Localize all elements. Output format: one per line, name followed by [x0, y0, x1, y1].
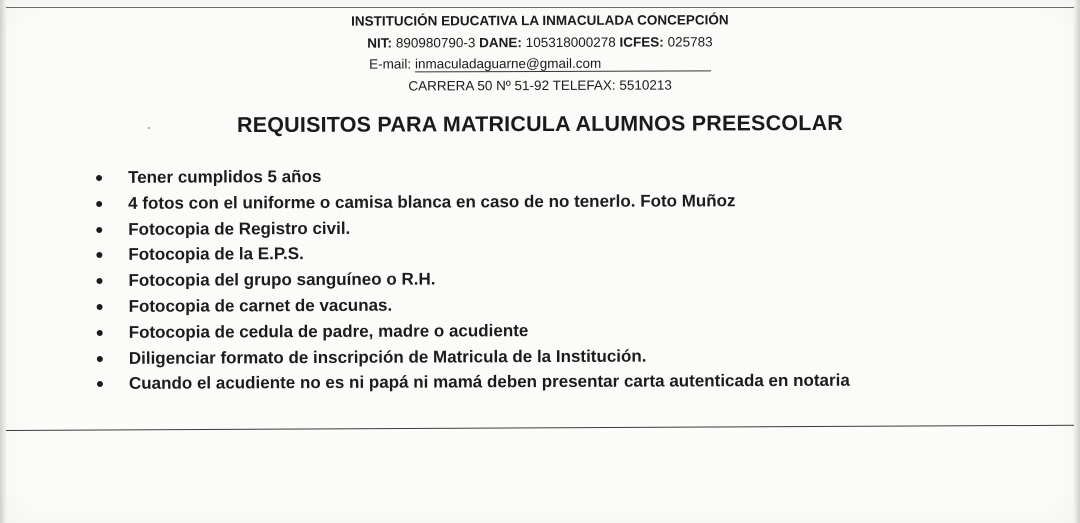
- bullet-icon: [97, 304, 103, 310]
- requirement-text: Fotocopia de carnet de vacunas.: [128, 295, 393, 316]
- bullet-icon: [97, 381, 103, 387]
- email-address: inmaculadaguarne@gmail.com: [415, 55, 711, 72]
- registration-line: [240, 30, 840, 54]
- bullet-icon: [96, 175, 102, 181]
- bullet-icon: [96, 201, 102, 207]
- icfes-value: 025783: [667, 33, 713, 50]
- bullet-icon: [96, 227, 102, 233]
- list-item: [96, 215, 996, 245]
- requirement-text: Cuando el acudiente no es ni papá ni mamá deben presentar carta autenticada en notaria: [128, 371, 850, 394]
- email-line: [240, 52, 840, 76]
- nit-value: 890980790-3: [395, 34, 476, 51]
- requirement-text: Fotocopia de cedula de padre, madre o acudiente: [128, 320, 529, 342]
- requirement-text: Diligenciar formato de inscripción de Matricula de la Institución.: [128, 346, 647, 368]
- nit-label: NIT:: [367, 35, 393, 51]
- dane-label: DANE:: [479, 34, 522, 50]
- bullet-icon: [97, 356, 103, 362]
- icfes-label: ICFES:: [619, 34, 664, 50]
- bullet-icon: [96, 278, 102, 284]
- scan-edge-right: [1074, 0, 1080, 523]
- requirement-text: Fotocopia del grupo sanguíneo o R.H.: [128, 269, 436, 291]
- list-item: [97, 318, 997, 348]
- list-item: [97, 369, 997, 399]
- letterhead: [240, 9, 840, 97]
- list-item: [97, 292, 997, 322]
- document-title: REQUISITOS PARA MATRICULA ALUMNOS PREESCOLAR: [236, 110, 844, 138]
- list-item: [97, 344, 997, 374]
- requirement-text: Tener cumplidos 5 años: [128, 167, 322, 187]
- institution-name: INSTITUCIÓN EDUCATIVA LA INMACULADA CONCEPCIÓN: [351, 12, 729, 29]
- bullet-icon: [97, 330, 103, 336]
- top-rule: [6, 7, 1074, 8]
- bullet-icon: [96, 252, 102, 258]
- list-item: [96, 240, 996, 270]
- list-item: [96, 189, 996, 219]
- requirement-text: 4 fotos con el uniforme o camisa blanca en caso de no tenerlo. Foto Muñoz: [128, 191, 736, 213]
- requirements-list: [96, 163, 997, 399]
- address-line: CARRERA 50 Nº 51-92 TELEFAX: 5510213: [408, 77, 672, 93]
- dane-value: 105318000278: [525, 34, 616, 50]
- requirement-text: Fotocopia de Registro civil.: [128, 218, 351, 239]
- list-item: [96, 163, 996, 193]
- email-label: E-mail:: [369, 56, 412, 72]
- requirement-text: Fotocopia de la E.P.S.: [128, 244, 304, 265]
- list-item: [96, 266, 996, 296]
